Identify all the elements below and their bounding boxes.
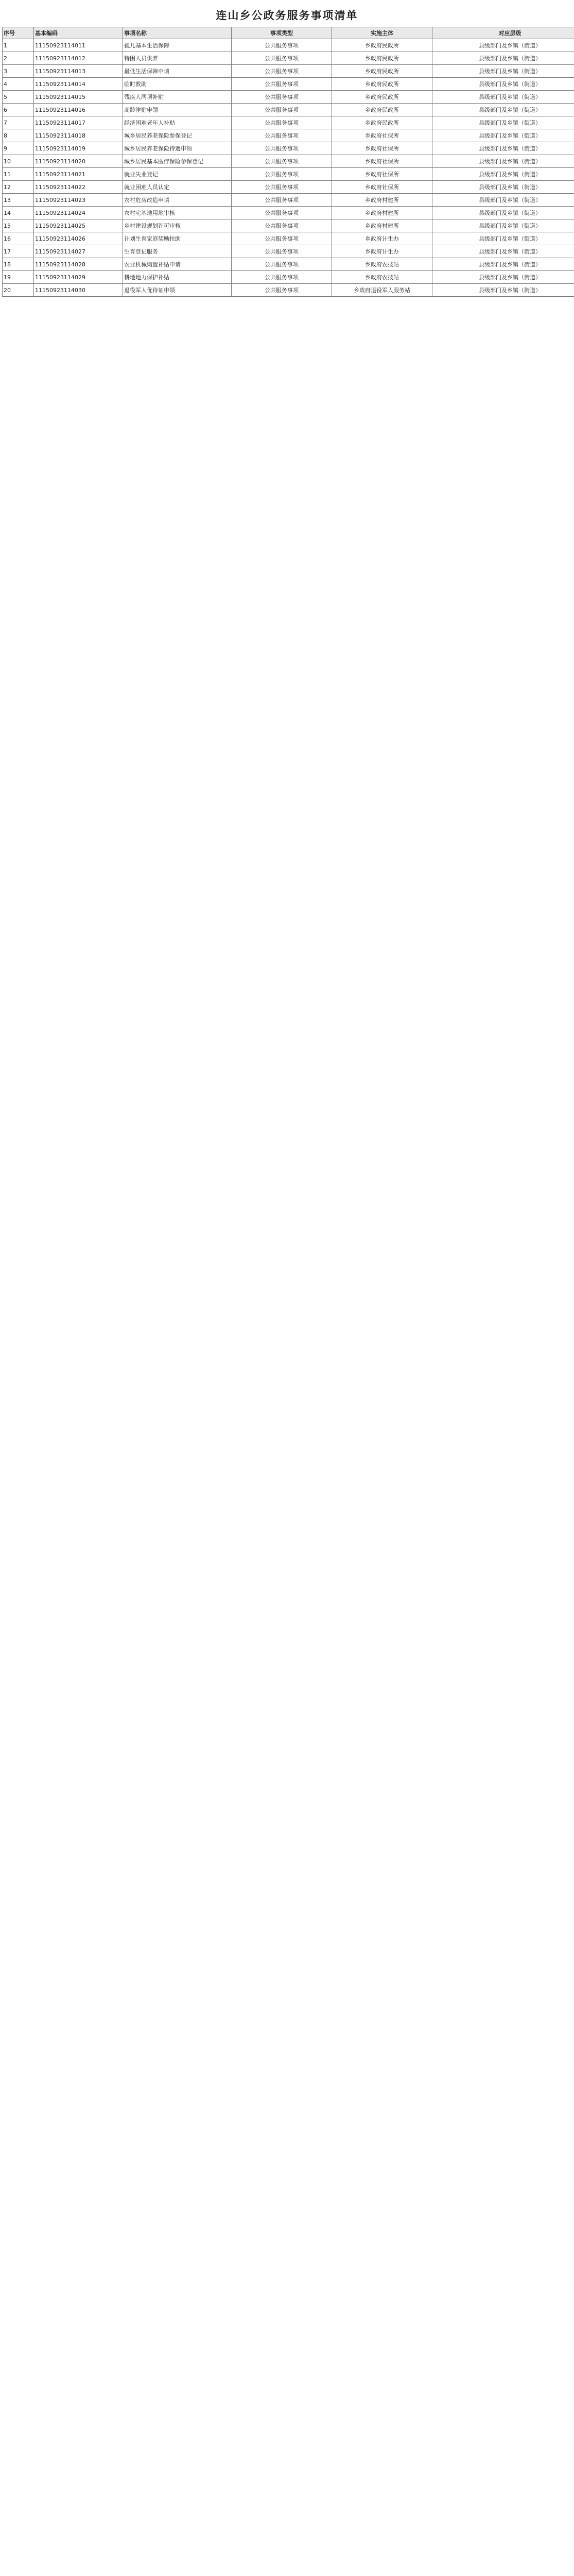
table-row	[3, 65, 574, 78]
row-level: 县级部门及乡镇（街道）	[432, 258, 574, 271]
row-type: 公共服务事项	[232, 91, 332, 104]
row-type: 公共服务事项	[232, 245, 332, 258]
row-subject: 乡政府民政所	[332, 52, 432, 65]
row-level: 县级部门及乡镇（街道）	[432, 52, 574, 65]
row-subject: 乡政府农技站	[332, 271, 432, 284]
row-subject: 乡政府民政所	[332, 104, 432, 116]
row-type: 公共服务事项	[232, 155, 332, 168]
table-row	[3, 104, 574, 116]
row-level: 县级部门及乡镇（街道）	[432, 168, 574, 181]
row-subject: 乡政府社保所	[332, 129, 432, 142]
row-level: 县级部门及乡镇（街道）	[432, 245, 574, 258]
row-level: 县级部门及乡镇（街道）	[432, 232, 574, 245]
row-level: 县级部门及乡镇（街道）	[432, 194, 574, 207]
row-type: 公共服务事项	[232, 207, 332, 219]
row-name: 乡村建设规划许可审核	[123, 219, 232, 232]
row-level: 县级部门及乡镇（街道）	[432, 65, 574, 78]
row-type: 公共服务事项	[232, 129, 332, 142]
row-level: 县级部门及乡镇（街道）	[432, 104, 574, 116]
document-title: 连山乡公政务服务事项清单	[216, 9, 358, 22]
row-type: 公共服务事项	[232, 104, 332, 116]
table-row	[3, 219, 574, 232]
row-name: 孤儿基本生活保障	[123, 39, 232, 52]
service-matters-table	[2, 27, 574, 297]
row-subject: 乡政府村建所	[332, 207, 432, 219]
table-row	[3, 129, 574, 142]
row-name: 退役军人优待证申领	[123, 284, 232, 297]
row-type: 公共服务事项	[232, 39, 332, 52]
row-name: 耕地地力保护补贴	[123, 271, 232, 284]
table-row	[3, 232, 574, 245]
row-code: 11150923114029	[34, 271, 123, 284]
row-name: 城乡居民养老保险待遇申领	[123, 142, 232, 155]
row-seq: 10	[3, 155, 34, 168]
row-name: 经济困难老年人补贴	[123, 116, 232, 129]
row-seq: 19	[3, 271, 34, 284]
row-code: 11150923114017	[34, 116, 123, 129]
table-row	[3, 142, 574, 155]
row-type: 公共服务事项	[232, 116, 332, 129]
table-row	[3, 284, 574, 297]
row-name: 生育登记服务	[123, 245, 232, 258]
table-body	[3, 39, 574, 297]
row-subject: 乡政府民政所	[332, 65, 432, 78]
table-row	[3, 39, 574, 52]
row-subject: 乡政府农技站	[332, 258, 432, 271]
row-type: 公共服务事项	[232, 194, 332, 207]
row-seq: 6	[3, 104, 34, 116]
row-code: 11150923114024	[34, 207, 123, 219]
row-subject: 乡政府社保所	[332, 181, 432, 194]
row-level: 县级部门及乡镇（街道）	[432, 155, 574, 168]
row-subject: 乡政府计生办	[332, 232, 432, 245]
row-seq: 1	[3, 39, 34, 52]
row-level: 县级部门及乡镇（街道）	[432, 39, 574, 52]
row-name: 最低生活保障申请	[123, 65, 232, 78]
row-name: 城乡居民养老保险参保登记	[123, 129, 232, 142]
row-type: 公共服务事项	[232, 284, 332, 297]
row-code: 11150923114012	[34, 52, 123, 65]
row-code: 11150923114023	[34, 194, 123, 207]
row-name: 临时救助	[123, 78, 232, 91]
row-code: 11150923114016	[34, 104, 123, 116]
row-subject: 乡政府民政所	[332, 91, 432, 104]
table-row	[3, 116, 574, 129]
row-subject: 乡政府村建所	[332, 219, 432, 232]
table-row	[3, 245, 574, 258]
row-name: 城乡居民基本医疗保险参保登记	[123, 155, 232, 168]
row-code: 11150923114030	[34, 284, 123, 297]
column-header-subject: 实施主体	[332, 27, 432, 39]
table-row	[3, 91, 574, 104]
table-row	[3, 168, 574, 181]
row-name: 高龄津贴申领	[123, 104, 232, 116]
row-subject: 乡政府民政所	[332, 116, 432, 129]
row-subject: 乡政府社保所	[332, 168, 432, 181]
row-code: 11150923114020	[34, 155, 123, 168]
row-subject: 乡政府社保所	[332, 155, 432, 168]
row-seq: 11	[3, 168, 34, 181]
row-code: 11150923114014	[34, 78, 123, 91]
row-subject: 乡政府村建所	[332, 194, 432, 207]
table-row	[3, 207, 574, 219]
row-level: 县级部门及乡镇（街道）	[432, 207, 574, 219]
row-type: 公共服务事项	[232, 219, 332, 232]
row-name: 农业机械购置补贴申请	[123, 258, 232, 271]
row-code: 11150923114021	[34, 168, 123, 181]
row-seq: 3	[3, 65, 34, 78]
row-subject: 乡政府计生办	[332, 245, 432, 258]
row-name: 农村宅基地用地审核	[123, 207, 232, 219]
row-level: 县级部门及乡镇（街道）	[432, 91, 574, 104]
row-seq: 12	[3, 181, 34, 194]
row-type: 公共服务事项	[232, 181, 332, 194]
table-row	[3, 194, 574, 207]
row-code: 11150923114011	[34, 39, 123, 52]
column-header-code: 基本编码	[34, 27, 123, 39]
row-code: 11150923114026	[34, 232, 123, 245]
row-name: 农村危房改造申请	[123, 194, 232, 207]
row-seq: 18	[3, 258, 34, 271]
row-type: 公共服务事项	[232, 271, 332, 284]
row-level: 县级部门及乡镇（街道）	[432, 78, 574, 91]
row-name: 就业困难人员认定	[123, 181, 232, 194]
row-name: 特困人员供养	[123, 52, 232, 65]
row-level: 县级部门及乡镇（街道）	[432, 142, 574, 155]
row-code: 11150923114018	[34, 129, 123, 142]
row-seq: 14	[3, 207, 34, 219]
column-header-seq: 序号	[3, 27, 34, 39]
row-seq: 15	[3, 219, 34, 232]
row-code: 11150923114019	[34, 142, 123, 155]
column-header-level: 对应层级	[432, 27, 574, 39]
table-row	[3, 52, 574, 65]
row-level: 县级部门及乡镇（街道）	[432, 181, 574, 194]
row-seq: 16	[3, 232, 34, 245]
row-subject: 乡政府民政所	[332, 78, 432, 91]
table-header-row	[3, 27, 574, 39]
row-seq: 9	[3, 142, 34, 155]
row-level: 县级部门及乡镇（街道）	[432, 284, 574, 297]
row-seq: 4	[3, 78, 34, 91]
row-level: 县级部门及乡镇（街道）	[432, 116, 574, 129]
table-row	[3, 271, 574, 284]
row-subject: 乡政府社保所	[332, 142, 432, 155]
row-name: 残疾人两项补贴	[123, 91, 232, 104]
row-subject: 乡政府退役军人服务站	[332, 284, 432, 297]
row-type: 公共服务事项	[232, 78, 332, 91]
row-type: 公共服务事项	[232, 232, 332, 245]
row-type: 公共服务事项	[232, 168, 332, 181]
row-level: 县级部门及乡镇（街道）	[432, 219, 574, 232]
row-level: 县级部门及乡镇（街道）	[432, 129, 574, 142]
row-subject: 乡政府民政所	[332, 39, 432, 52]
table-row	[3, 155, 574, 168]
row-level: 县级部门及乡镇（街道）	[432, 271, 574, 284]
table-row	[3, 181, 574, 194]
row-name: 计划生育家庭奖励扶助	[123, 232, 232, 245]
row-seq: 7	[3, 116, 34, 129]
row-seq: 8	[3, 129, 34, 142]
row-code: 11150923114025	[34, 219, 123, 232]
row-code: 11150923114027	[34, 245, 123, 258]
row-type: 公共服务事项	[232, 52, 332, 65]
row-type: 公共服务事项	[232, 142, 332, 155]
row-type: 公共服务事项	[232, 65, 332, 78]
table-row	[3, 258, 574, 271]
row-type: 公共服务事项	[232, 258, 332, 271]
row-code: 11150923114028	[34, 258, 123, 271]
row-name: 就业失业登记	[123, 168, 232, 181]
row-seq: 2	[3, 52, 34, 65]
row-seq: 20	[3, 284, 34, 297]
column-header-name: 事项名称	[123, 27, 232, 39]
table-row	[3, 78, 574, 91]
row-code: 11150923114013	[34, 65, 123, 78]
row-seq: 17	[3, 245, 34, 258]
column-header-type: 事项类型	[232, 27, 332, 39]
row-seq: 13	[3, 194, 34, 207]
row-code: 11150923114015	[34, 91, 123, 104]
row-code: 11150923114022	[34, 181, 123, 194]
row-seq: 5	[3, 91, 34, 104]
